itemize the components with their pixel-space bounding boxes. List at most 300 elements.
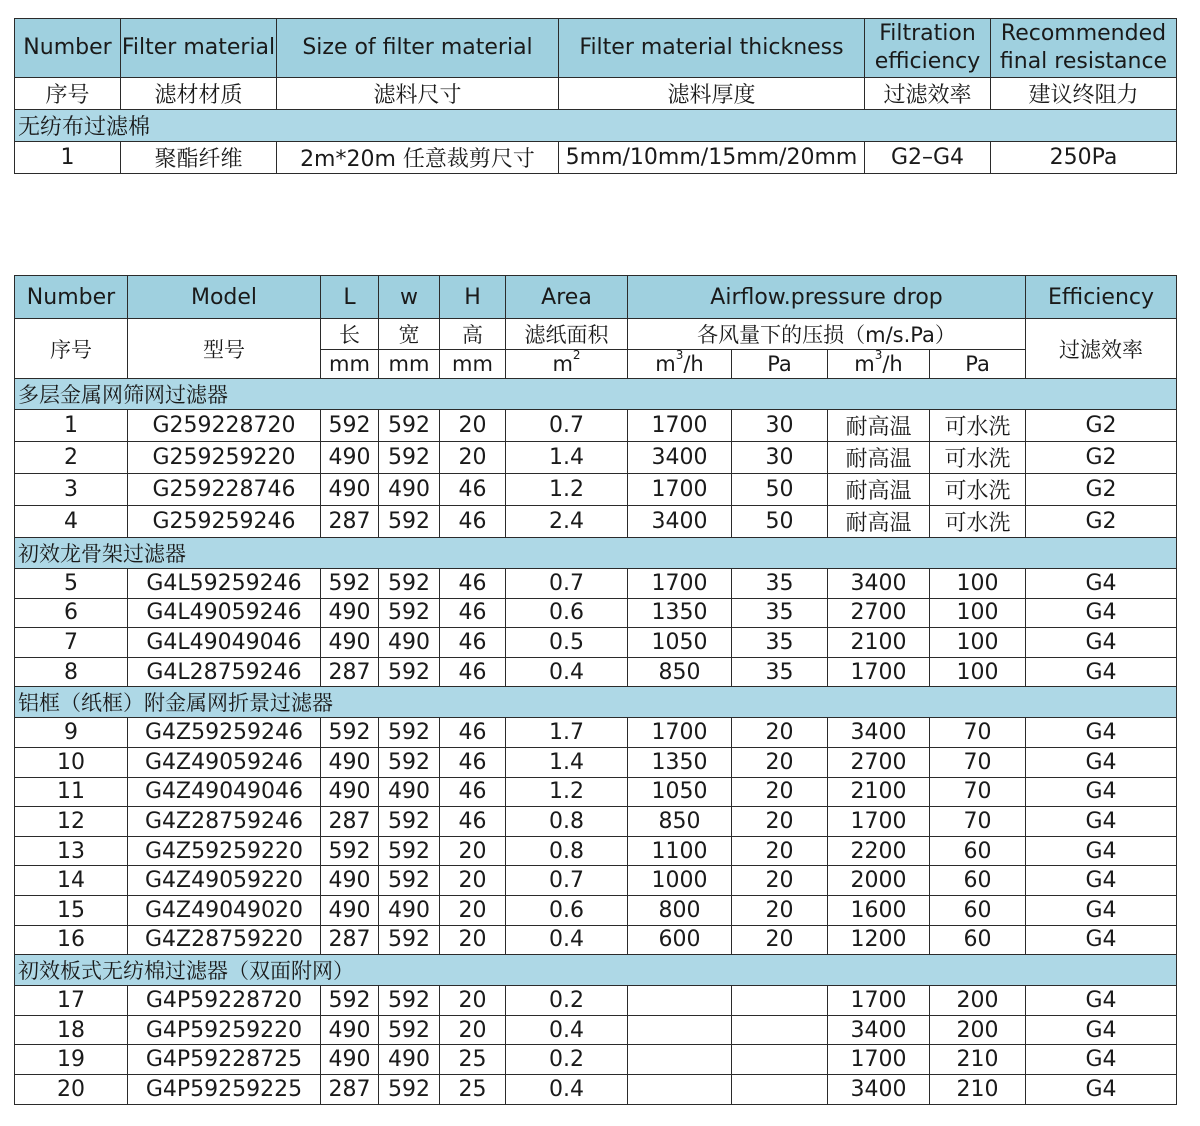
cell: 50 — [732, 474, 828, 506]
t2-header-cn-airflow: 各风量下的压损（m/s.Pa） — [628, 319, 1026, 350]
cell: 0.8 — [506, 807, 628, 837]
cell: 490 — [379, 895, 440, 925]
cell: G4Z49049020 — [128, 895, 321, 925]
cell: 2700 — [828, 747, 930, 777]
section-row — [15, 379, 1177, 410]
cell: G2 — [1026, 410, 1177, 442]
cell: 70 — [930, 747, 1026, 777]
t1-header-filter-material: Filter material — [121, 19, 277, 78]
cell: 7 — [15, 628, 128, 658]
cell: 3 — [15, 474, 128, 506]
cell: 20 — [732, 866, 828, 896]
t2-header-cn-w: 宽 — [379, 319, 440, 350]
cell: G259228746 — [128, 474, 321, 506]
cell: G4L28759246 — [128, 657, 321, 687]
cell: 100 — [930, 598, 1026, 628]
t2-header-airflow: Airflow.pressure drop — [628, 276, 1026, 319]
t2-header-cn-number: 序号 — [15, 319, 128, 379]
t1-header-efficiency: Filtration efficiency — [865, 19, 991, 78]
unit-pa: Pa — [732, 350, 828, 379]
cell: 17 — [15, 986, 128, 1016]
cell: 20 — [440, 925, 506, 955]
cell: 10 — [15, 747, 128, 777]
cell: 490 — [321, 598, 379, 628]
cell: 200 — [930, 986, 1026, 1016]
table-row — [15, 142, 1177, 174]
cell: G4Z59259246 — [128, 718, 321, 748]
cell: 46 — [440, 777, 506, 807]
t2-header-cn-area: 滤纸面积 — [506, 319, 628, 350]
cell: 2000 — [828, 866, 930, 896]
cell: 60 — [930, 925, 1026, 955]
cell: 850 — [628, 807, 732, 837]
t1-header-final-resistance: Recommended final resistance — [991, 19, 1177, 78]
table2-body — [15, 379, 1177, 1105]
cell: 20 — [440, 1015, 506, 1045]
cell: 490 — [321, 628, 379, 658]
cell — [732, 986, 828, 1016]
cell: 2100 — [828, 777, 930, 807]
cell: 592 — [379, 807, 440, 837]
section-row — [15, 687, 1177, 718]
cell: 20 — [440, 836, 506, 866]
t2-header-efficiency: Efficiency — [1026, 276, 1177, 319]
cell: 60 — [930, 895, 1026, 925]
cell: G2–G4 — [865, 142, 991, 174]
cell: 70 — [930, 777, 1026, 807]
cell: 20 — [732, 836, 828, 866]
cell: 592 — [379, 598, 440, 628]
cell: 1050 — [628, 628, 732, 658]
cell: 0.4 — [506, 1015, 628, 1045]
cell: 600 — [628, 925, 732, 955]
cell: G4P59228720 — [128, 986, 321, 1016]
table-row — [15, 1015, 1177, 1045]
cell: 2.4 — [506, 506, 628, 538]
cell: 4 — [15, 506, 128, 538]
cell: 592 — [321, 410, 379, 442]
cell: G4 — [1026, 866, 1177, 896]
cell: 287 — [321, 925, 379, 955]
cell: 20 — [440, 986, 506, 1016]
section-title: 铝框（纸框）附金属网折景过滤器 — [15, 687, 1177, 718]
table-row — [15, 747, 1177, 777]
cell: 490 — [321, 866, 379, 896]
cell: 1700 — [828, 807, 930, 837]
section-row — [15, 538, 1177, 569]
cell: 35 — [732, 569, 828, 599]
cell: 46 — [440, 628, 506, 658]
table-row — [15, 598, 1177, 628]
t1-section-row — [15, 110, 1177, 142]
unit-m3h — [828, 350, 930, 379]
t1-header-number: Number — [15, 19, 121, 78]
cell: 耐高温 — [828, 410, 930, 442]
cell: 592 — [321, 986, 379, 1016]
cell: 1700 — [828, 657, 930, 687]
cell: 19 — [15, 1045, 128, 1075]
cell: 20 — [732, 747, 828, 777]
cell: 490 — [379, 777, 440, 807]
cell: 46 — [440, 807, 506, 837]
cell: 2100 — [828, 628, 930, 658]
cell: 耐高温 — [828, 506, 930, 538]
table-row — [15, 925, 1177, 955]
cell: 490 — [379, 1045, 440, 1075]
cell: 1100 — [628, 836, 732, 866]
cell: 15 — [15, 895, 128, 925]
filter-model-table — [14, 275, 1177, 1105]
cell: 25 — [440, 1045, 506, 1075]
cell: 可水洗 — [930, 474, 1026, 506]
cell: 592 — [321, 718, 379, 748]
cell: 2 — [15, 442, 128, 474]
cell: 46 — [440, 747, 506, 777]
cell: 70 — [930, 807, 1026, 837]
cell: 250Pa — [991, 142, 1177, 174]
cell: 46 — [440, 569, 506, 599]
cell — [628, 1074, 732, 1104]
table-row — [15, 807, 1177, 837]
cell: 0.4 — [506, 657, 628, 687]
cell: 210 — [930, 1045, 1026, 1075]
cell: 592 — [379, 747, 440, 777]
cell: 3400 — [628, 506, 732, 538]
cell: 20 — [732, 777, 828, 807]
cell: G4 — [1026, 628, 1177, 658]
cell: 1 — [15, 410, 128, 442]
t2-header-cn-efficiency: 过滤效率 — [1026, 319, 1177, 379]
cell: 35 — [732, 598, 828, 628]
cell: 60 — [930, 836, 1026, 866]
cell: 5mm/10mm/15mm/20mm — [559, 142, 865, 174]
cell: 20 — [440, 866, 506, 896]
cell: 1350 — [628, 747, 732, 777]
cell: G4 — [1026, 657, 1177, 687]
t2-header-number: Number — [15, 276, 128, 319]
cell: 100 — [930, 569, 1026, 599]
cell: G4 — [1026, 569, 1177, 599]
cell: 287 — [321, 506, 379, 538]
cell: G4 — [1026, 1015, 1177, 1045]
cell: 592 — [321, 569, 379, 599]
table-row — [15, 718, 1177, 748]
cell: 200 — [930, 1015, 1026, 1045]
cell: 592 — [379, 836, 440, 866]
cell: 11 — [15, 777, 128, 807]
cell: 9 — [15, 718, 128, 748]
table-row — [15, 986, 1177, 1016]
cell: 0.5 — [506, 628, 628, 658]
unit-m3h — [628, 350, 732, 379]
unit-m3h-base: m — [854, 352, 875, 376]
table-row — [15, 569, 1177, 599]
cell: G4 — [1026, 836, 1177, 866]
cell: 0.7 — [506, 410, 628, 442]
cell: 592 — [379, 1015, 440, 1045]
cell: 20 — [440, 895, 506, 925]
cell: G4 — [1026, 986, 1177, 1016]
cell: 1700 — [628, 474, 732, 506]
t1-header-thickness: Filter material thickness — [559, 19, 865, 78]
cell: 1.2 — [506, 474, 628, 506]
cell: 1350 — [628, 598, 732, 628]
t2-header-w: w — [379, 276, 440, 319]
cell: G4 — [1026, 777, 1177, 807]
cell: 18 — [15, 1015, 128, 1045]
cell: 210 — [930, 1074, 1026, 1104]
cell: 0.4 — [506, 1074, 628, 1104]
cell: G259259220 — [128, 442, 321, 474]
table-row — [15, 777, 1177, 807]
cell: 490 — [321, 747, 379, 777]
t2-header-cn-h: 高 — [440, 319, 506, 350]
cell: 6 — [15, 598, 128, 628]
cell: 46 — [440, 474, 506, 506]
cell: G4 — [1026, 718, 1177, 748]
t1-header-cn-material: 滤材材质 — [121, 78, 277, 110]
cell: 490 — [379, 628, 440, 658]
cell: G4Z49059220 — [128, 866, 321, 896]
unit-m3h-per: /h — [683, 352, 704, 376]
cell: 13 — [15, 836, 128, 866]
unit-m3h-sup: 3 — [675, 349, 684, 362]
cell: 592 — [379, 506, 440, 538]
cell: 46 — [440, 598, 506, 628]
cell: 70 — [930, 718, 1026, 748]
unit-mm: mm — [379, 350, 440, 379]
cell — [732, 1045, 828, 1075]
cell: 592 — [379, 718, 440, 748]
cell: 592 — [379, 657, 440, 687]
cell: G2 — [1026, 442, 1177, 474]
cell: G4 — [1026, 747, 1177, 777]
cell: 1.2 — [506, 777, 628, 807]
unit-m3h-sup: 3 — [874, 349, 883, 362]
unit-m2-sup: 2 — [572, 349, 581, 362]
cell: 1.7 — [506, 718, 628, 748]
t1-section-title: 无纺布过滤棉 — [15, 110, 1177, 142]
t1-header-cn-size: 滤料尺寸 — [277, 78, 559, 110]
cell: 3400 — [828, 1074, 930, 1104]
t1-header-cn-resistance: 建议终阻力 — [991, 78, 1177, 110]
cell: 287 — [321, 807, 379, 837]
cell — [732, 1074, 828, 1104]
table-row — [15, 1045, 1177, 1075]
t1-header-size: Size of filter material — [277, 19, 559, 78]
cell: 0.2 — [506, 986, 628, 1016]
cell: 20 — [440, 410, 506, 442]
cell: 35 — [732, 657, 828, 687]
cell: 3400 — [628, 442, 732, 474]
cell: 490 — [321, 777, 379, 807]
cell: 1700 — [828, 986, 930, 1016]
cell: 592 — [379, 569, 440, 599]
cell: 20 — [732, 807, 828, 837]
cell: 16 — [15, 925, 128, 955]
cell: 12 — [15, 807, 128, 837]
cell: 1.4 — [506, 747, 628, 777]
cell: 592 — [379, 410, 440, 442]
cell: 30 — [732, 410, 828, 442]
cell: 490 — [321, 474, 379, 506]
cell: 耐高温 — [828, 474, 930, 506]
table2-header-en — [15, 276, 1177, 319]
cell: G4 — [1026, 807, 1177, 837]
cell: 60 — [930, 866, 1026, 896]
cell — [628, 1045, 732, 1075]
table2-header-cn — [15, 319, 1177, 350]
cell: 1050 — [628, 777, 732, 807]
cell: 592 — [379, 986, 440, 1016]
table-row — [15, 442, 1177, 474]
cell — [732, 1015, 828, 1045]
cell: 100 — [930, 657, 1026, 687]
cell: 35 — [732, 628, 828, 658]
cell: G2 — [1026, 474, 1177, 506]
table-row — [15, 836, 1177, 866]
cell — [628, 986, 732, 1016]
cell: G4 — [1026, 925, 1177, 955]
cell: 592 — [379, 866, 440, 896]
cell: 20 — [15, 1074, 128, 1104]
unit-m2-base: m — [552, 352, 573, 376]
cell: 0.2 — [506, 1045, 628, 1075]
table-row — [15, 506, 1177, 538]
cell: 1 — [15, 142, 121, 174]
cell: 2700 — [828, 598, 930, 628]
cell: 1.4 — [506, 442, 628, 474]
unit-mm: mm — [440, 350, 506, 379]
t2-header-l: L — [321, 276, 379, 319]
cell: 592 — [379, 1074, 440, 1104]
cell: 50 — [732, 506, 828, 538]
cell: 287 — [321, 657, 379, 687]
cell: 聚酯纤维 — [121, 142, 277, 174]
cell: G4L59259246 — [128, 569, 321, 599]
cell: 可水洗 — [930, 442, 1026, 474]
section-title: 初效龙骨架过滤器 — [15, 538, 1177, 569]
cell: 30 — [732, 442, 828, 474]
t1-header-cn-number: 序号 — [15, 78, 121, 110]
cell: G4 — [1026, 1045, 1177, 1075]
cell: G4Z28759246 — [128, 807, 321, 837]
table-row — [15, 657, 1177, 687]
cell: 46 — [440, 657, 506, 687]
cell: 0.7 — [506, 866, 628, 896]
cell: 1600 — [828, 895, 930, 925]
cell: 46 — [440, 506, 506, 538]
cell: G4 — [1026, 895, 1177, 925]
cell: 490 — [321, 1045, 379, 1075]
cell: 0.4 — [506, 925, 628, 955]
table-row — [15, 628, 1177, 658]
cell: 592 — [379, 925, 440, 955]
t2-header-cn-l: 长 — [321, 319, 379, 350]
cell: 14 — [15, 866, 128, 896]
cell: G4L49059246 — [128, 598, 321, 628]
cell: G4 — [1026, 1074, 1177, 1104]
unit-m3h-base: m — [655, 352, 676, 376]
cell: G4Z49059246 — [128, 747, 321, 777]
unit-mm: mm — [321, 350, 379, 379]
cell: G4Z28759220 — [128, 925, 321, 955]
cell: 可水洗 — [930, 506, 1026, 538]
section-title: 多层金属网筛网过滤器 — [15, 379, 1177, 410]
unit-pa: Pa — [930, 350, 1026, 379]
cell: 耐高温 — [828, 442, 930, 474]
t2-header-model: Model — [128, 276, 321, 319]
table-row — [15, 474, 1177, 506]
cell: 3400 — [828, 718, 930, 748]
cell: 800 — [628, 895, 732, 925]
table-row — [15, 410, 1177, 442]
cell: 46 — [440, 718, 506, 748]
cell: 490 — [321, 895, 379, 925]
cell: 0.6 — [506, 598, 628, 628]
unit-m2 — [506, 350, 628, 379]
cell — [628, 1015, 732, 1045]
table1-header-en — [15, 19, 1177, 78]
table-row — [15, 866, 1177, 896]
cell: G4Z59259220 — [128, 836, 321, 866]
t1-header-cn-thickness: 滤料厚度 — [559, 78, 865, 110]
cell: 0.7 — [506, 569, 628, 599]
t1-header-cn-efficiency: 过滤效率 — [865, 78, 991, 110]
cell: 850 — [628, 657, 732, 687]
cell: 20 — [732, 895, 828, 925]
cell: 1200 — [828, 925, 930, 955]
cell: G4L49049046 — [128, 628, 321, 658]
cell: 490 — [321, 442, 379, 474]
cell: 1000 — [628, 866, 732, 896]
cell: 3400 — [828, 569, 930, 599]
cell: 592 — [379, 442, 440, 474]
cell: 3400 — [828, 1015, 930, 1045]
t2-header-h: H — [440, 276, 506, 319]
cell: 2m*20m 任意裁剪尺寸 — [277, 142, 559, 174]
cell: G259259246 — [128, 506, 321, 538]
cell: 5 — [15, 569, 128, 599]
cell: 8 — [15, 657, 128, 687]
cell: 287 — [321, 1074, 379, 1104]
cell: 1700 — [828, 1045, 930, 1075]
cell: 20 — [440, 442, 506, 474]
unit-m3h-per: /h — [882, 352, 903, 376]
cell: 1700 — [628, 410, 732, 442]
cell: 1700 — [628, 718, 732, 748]
cell: G4Z49049046 — [128, 777, 321, 807]
cell: G259228720 — [128, 410, 321, 442]
table1-header-cn — [15, 78, 1177, 110]
t2-header-area: Area — [506, 276, 628, 319]
table-row — [15, 895, 1177, 925]
cell: G2 — [1026, 506, 1177, 538]
cell: G4P59259220 — [128, 1015, 321, 1045]
section-row — [15, 955, 1177, 986]
cell: 1700 — [628, 569, 732, 599]
cell: 20 — [732, 925, 828, 955]
cell: 0.6 — [506, 895, 628, 925]
cell: 592 — [321, 836, 379, 866]
cell: 20 — [732, 718, 828, 748]
section-title: 初效板式无纺棉过滤器（双面附网） — [15, 955, 1177, 986]
cell: G4 — [1026, 598, 1177, 628]
cell: 25 — [440, 1074, 506, 1104]
table-row — [15, 1074, 1177, 1104]
filter-material-table — [14, 18, 1177, 174]
t2-header-cn-model: 型号 — [128, 319, 321, 379]
